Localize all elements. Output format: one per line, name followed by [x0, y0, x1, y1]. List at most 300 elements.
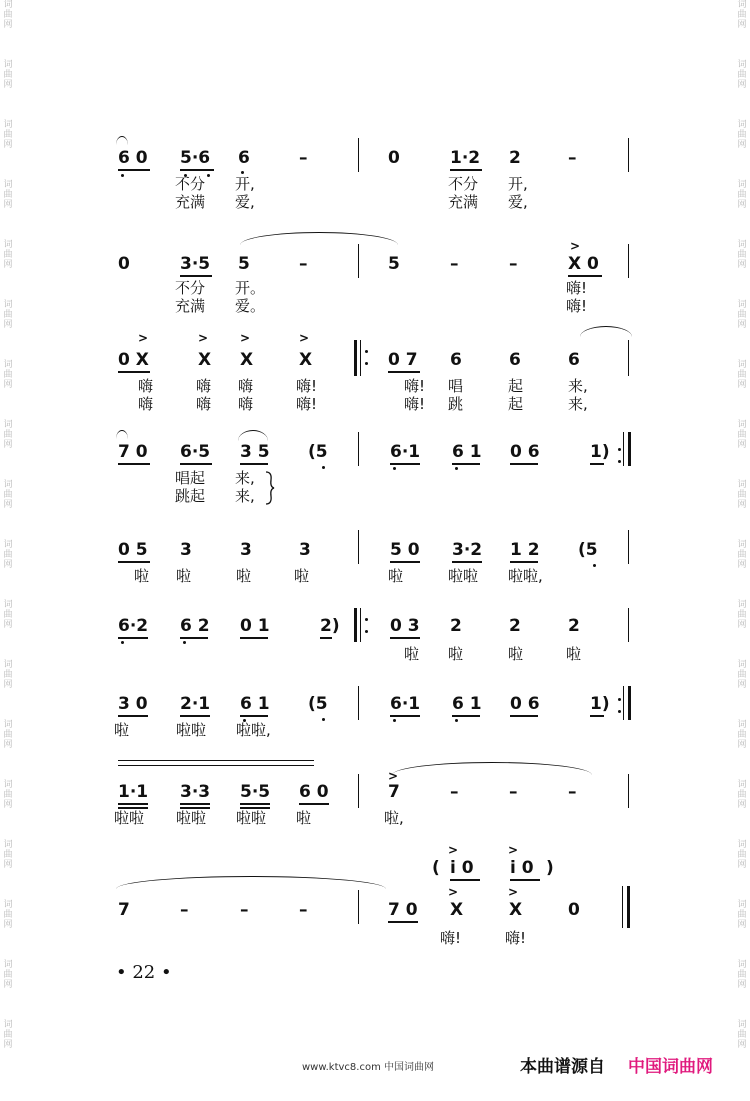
- beam-underline: [240, 715, 268, 717]
- note: 6·1: [390, 442, 421, 462]
- watermark-char: 曲: [737, 10, 747, 20]
- watermark-char: 词: [3, 540, 13, 550]
- note: –: [299, 900, 308, 920]
- watermark-char: 词: [737, 0, 747, 10]
- note: 7: [118, 900, 130, 920]
- octave-dot-low: [593, 564, 596, 567]
- beam-underline: [450, 169, 482, 171]
- note: 2: [509, 616, 521, 636]
- beam-underline: [510, 463, 538, 465]
- slur: [580, 326, 632, 337]
- slur: [238, 430, 268, 441]
- bar-line: [358, 686, 359, 720]
- beam-underline: [390, 637, 420, 639]
- watermark-char: 词: [3, 840, 13, 850]
- beam-underline: [180, 715, 210, 717]
- watermark-char: 曲: [737, 250, 747, 260]
- bar-line: [358, 432, 359, 466]
- watermark-char: 网: [3, 320, 13, 330]
- note: 0 X: [118, 350, 149, 370]
- beam-underline: [180, 803, 210, 805]
- lyric: 爱,: [508, 193, 528, 211]
- watermark-char: 网: [3, 680, 13, 690]
- lyric: 开。: [235, 279, 266, 297]
- octave-dot-low: [322, 466, 325, 469]
- watermark-char: 曲: [737, 730, 747, 740]
- watermark-char: 网: [737, 200, 747, 210]
- watermark-char: 曲: [3, 130, 13, 140]
- watermark-char: 曲: [737, 430, 747, 440]
- repeat-bar-line: [623, 432, 624, 466]
- repeat-bar-line: [623, 686, 624, 720]
- note: 6 2: [180, 616, 210, 636]
- lyric: 起: [508, 395, 524, 413]
- watermark-char: 词: [3, 660, 13, 670]
- bar-line: [358, 244, 359, 278]
- watermark-char: 词: [737, 840, 747, 850]
- beam-underline: [240, 803, 270, 805]
- accent-mark: >: [508, 843, 519, 857]
- note: –: [240, 900, 249, 920]
- note: 6: [238, 148, 250, 168]
- note: 3·3: [180, 782, 211, 802]
- watermark-char: 词: [3, 0, 13, 10]
- watermark-char: 曲: [3, 730, 13, 740]
- watermark-char: 网: [3, 920, 13, 930]
- watermark-char: 网: [3, 20, 13, 30]
- watermark-char: 词: [737, 360, 747, 370]
- watermark-char: 网: [737, 320, 747, 330]
- watermark-char: 曲: [737, 790, 747, 800]
- accent-mark: >: [570, 239, 581, 253]
- lyric: 爱。: [235, 297, 266, 315]
- note: (5: [308, 694, 328, 714]
- beam-underline: [118, 765, 314, 766]
- watermark-char: 曲: [3, 850, 13, 860]
- lyric: 嗨: [196, 395, 212, 413]
- final-bar-line: [622, 886, 623, 928]
- note: 1·2: [450, 148, 481, 168]
- watermark-char: 网: [737, 860, 747, 870]
- watermark-char: 曲: [3, 370, 13, 380]
- watermark-char: 词: [3, 240, 13, 250]
- watermark-char: 词: [3, 780, 13, 790]
- lyric: 啦: [236, 567, 252, 585]
- note: 3: [180, 540, 192, 560]
- watermark-char: 词: [3, 1020, 13, 1030]
- lyric: 唱起: [175, 469, 206, 487]
- beam-underline: [118, 637, 148, 639]
- note: 5 0: [390, 540, 420, 560]
- watermark-char: 网: [3, 200, 13, 210]
- note: 3: [299, 540, 311, 560]
- note: 6: [568, 350, 580, 370]
- watermark-char: 网: [3, 860, 13, 870]
- watermark-char: 曲: [3, 610, 13, 620]
- watermark-char: 词: [737, 960, 747, 970]
- watermark-char: 词: [737, 780, 747, 790]
- note: X: [299, 350, 313, 370]
- watermark-char: 词: [3, 420, 13, 430]
- accent-mark: >: [299, 331, 310, 345]
- octave-dot-low: [455, 719, 458, 722]
- watermark-char: 网: [3, 380, 13, 390]
- watermark-char: 曲: [3, 490, 13, 500]
- watermark-char: 网: [737, 20, 747, 30]
- watermark-char: 曲: [3, 310, 13, 320]
- repeat-dot: [365, 350, 368, 353]
- watermark-char: 词: [737, 180, 747, 190]
- repeat-dot: [618, 448, 621, 451]
- watermark-char: 词: [737, 420, 747, 430]
- accent-mark: >: [448, 843, 459, 857]
- watermark-char: 网: [3, 620, 13, 630]
- lyric: 嗨: [238, 377, 254, 395]
- watermark-char: 曲: [737, 670, 747, 680]
- watermark-char: 曲: [737, 70, 747, 80]
- lyric: 不分: [175, 279, 206, 297]
- accent-mark: >: [448, 885, 459, 899]
- lyric-brace: [264, 470, 276, 506]
- watermark-char: 网: [737, 740, 747, 750]
- beam-underline: [510, 561, 538, 563]
- tie: [116, 430, 128, 439]
- note: 3 0: [118, 694, 148, 714]
- lyric: 嗨: [138, 395, 154, 413]
- bar-line: [628, 608, 629, 642]
- watermark-char: 曲: [3, 1030, 13, 1040]
- note: 3 5: [240, 442, 270, 462]
- watermark-char: 词: [3, 900, 13, 910]
- repeat-dot: [365, 630, 368, 633]
- watermark-char: 词: [737, 600, 747, 610]
- repeat-dot: [618, 710, 621, 713]
- upper-note: i 0: [450, 858, 474, 878]
- beam-underline: [299, 803, 329, 805]
- repeat-bar-line: [354, 608, 357, 642]
- note: 6 1: [452, 442, 482, 462]
- footer-brand: 中国词曲网: [628, 1057, 713, 1077]
- watermark-char: 词: [3, 60, 13, 70]
- watermark-char: 曲: [3, 70, 13, 80]
- lyric: 啦: [388, 567, 404, 585]
- watermark-char: 词: [3, 180, 13, 190]
- bar-line: [358, 138, 359, 172]
- watermark-char: 词: [3, 720, 13, 730]
- tie: [116, 136, 128, 145]
- lyric: 嗨!: [440, 929, 462, 947]
- watermark-char: 网: [3, 1040, 13, 1050]
- bar-line: [628, 530, 629, 564]
- watermark-char: 曲: [737, 610, 747, 620]
- beam-underline: [118, 760, 314, 761]
- note: 2: [568, 616, 580, 636]
- lyric: 嗨!: [566, 279, 588, 297]
- lyric: 啦啦: [176, 809, 207, 827]
- watermark-char: 网: [3, 800, 13, 810]
- note: X: [198, 350, 212, 370]
- watermark-char: 网: [737, 500, 747, 510]
- lyric: 啦: [404, 645, 420, 663]
- note: 0 5: [118, 540, 148, 560]
- octave-dot-low: [121, 174, 124, 177]
- note: 3·5: [180, 254, 211, 274]
- accent-mark: >: [198, 331, 209, 345]
- lyric: 嗨!: [404, 395, 426, 413]
- note: 1 2: [510, 540, 540, 560]
- watermark-char: 网: [3, 140, 13, 150]
- watermark-char: 曲: [737, 190, 747, 200]
- lyric: 啦: [296, 809, 312, 827]
- beam-underline: [452, 463, 480, 465]
- note: 0: [388, 148, 400, 168]
- lyric: 跳: [448, 395, 464, 413]
- note: 1): [590, 694, 610, 714]
- note: 1): [590, 442, 610, 462]
- watermark-char: 曲: [737, 1030, 747, 1040]
- beam-underline: [118, 169, 150, 171]
- watermark-char: 词: [3, 120, 13, 130]
- lyric: 啦: [508, 645, 524, 663]
- watermark-char: 曲: [737, 130, 747, 140]
- repeat-dot: [618, 460, 621, 463]
- note: 1·1: [118, 782, 149, 802]
- beam-underline: [510, 715, 538, 717]
- beam-underline: [590, 463, 604, 465]
- note: 0: [568, 900, 580, 920]
- watermark-char: 网: [737, 980, 747, 990]
- watermark-char: 网: [737, 680, 747, 690]
- lyric: 嗨: [238, 395, 254, 413]
- bar-line: [628, 340, 629, 376]
- watermark-char: 曲: [737, 310, 747, 320]
- repeat-bar-line: [354, 340, 357, 376]
- beam-underline: [450, 879, 480, 881]
- footer-source-label: 本曲谱源自: [520, 1057, 605, 1077]
- repeat-bar-line: [628, 432, 631, 466]
- note: 3·2: [452, 540, 483, 560]
- watermark-char: 曲: [3, 550, 13, 560]
- note: X: [509, 900, 523, 920]
- lyric: 不分: [175, 175, 206, 193]
- tie: [240, 232, 398, 245]
- upper-note: i 0: [510, 858, 534, 878]
- beam-underline: [590, 715, 604, 717]
- note: 6: [450, 350, 462, 370]
- watermark-char: 网: [737, 620, 747, 630]
- accent-mark: >: [388, 769, 399, 783]
- watermark-char: 曲: [3, 430, 13, 440]
- lyric: 啦啦: [448, 567, 479, 585]
- lyric: 嗨: [196, 377, 212, 395]
- watermark-char: 词: [3, 360, 13, 370]
- lyric: 开,: [508, 175, 528, 193]
- note: 7: [388, 782, 400, 802]
- lyric: 嗨!: [296, 377, 318, 395]
- lyric: 啦: [294, 567, 310, 585]
- octave-dot-low: [241, 171, 244, 174]
- lyric: 来,: [568, 395, 588, 413]
- watermark-char: 曲: [3, 790, 13, 800]
- watermark-char: 词: [737, 480, 747, 490]
- note: 2·1: [180, 694, 211, 714]
- note: 7 0: [118, 442, 148, 462]
- note: (5: [578, 540, 598, 560]
- lyric: 啦: [566, 645, 582, 663]
- watermark-char: 曲: [737, 850, 747, 860]
- watermark-char: 曲: [737, 910, 747, 920]
- watermark-char: 词: [737, 660, 747, 670]
- lyric: 嗨!: [566, 297, 588, 315]
- lyric: 来,: [235, 487, 255, 505]
- lyric: 跳起: [175, 487, 206, 505]
- accent-mark: >: [508, 885, 519, 899]
- note: 5: [238, 254, 250, 274]
- note: 6 0: [299, 782, 329, 802]
- upper-note: (: [432, 858, 440, 878]
- tie: [392, 762, 592, 775]
- watermark-char: 词: [3, 480, 13, 490]
- octave-dot-low: [121, 641, 124, 644]
- accent-mark: >: [240, 331, 251, 345]
- watermark-char: 网: [3, 440, 13, 450]
- lyric: 啦: [176, 567, 192, 585]
- beam-underline: [320, 637, 332, 639]
- repeat-dot: [365, 618, 368, 621]
- page-number: • 22 •: [116, 962, 172, 983]
- note: 6 1: [240, 694, 270, 714]
- watermark-char: 词: [3, 600, 13, 610]
- note: 0 3: [390, 616, 420, 636]
- bar-line: [628, 138, 629, 172]
- lyric: 开,: [235, 175, 255, 193]
- watermark-char: 曲: [737, 970, 747, 980]
- note: 0 7: [388, 350, 418, 370]
- lyric: 起: [508, 377, 524, 395]
- lyric: 啦,: [384, 809, 404, 827]
- beam-underline: [118, 463, 150, 465]
- watermark-char: 网: [737, 800, 747, 810]
- beam-underline: [390, 561, 420, 563]
- note: –: [450, 254, 459, 274]
- note: X 0: [568, 254, 599, 274]
- beam-underline: [118, 715, 148, 717]
- bar-line: [358, 890, 359, 924]
- note: 6 0: [118, 148, 148, 168]
- octave-dot-low: [183, 641, 186, 644]
- beam-underline: [180, 463, 212, 465]
- accent-mark: >: [138, 331, 149, 345]
- note: –: [568, 148, 577, 168]
- watermark-char: 网: [737, 140, 747, 150]
- note: 0 1: [240, 616, 270, 636]
- watermark-char: 曲: [3, 670, 13, 680]
- repeat-dot: [365, 362, 368, 365]
- beam-underline: [510, 879, 540, 881]
- watermark-char: 曲: [3, 970, 13, 980]
- watermark-char: 词: [737, 300, 747, 310]
- watermark-char: 曲: [737, 490, 747, 500]
- lyric: 爱,: [235, 193, 255, 211]
- watermark-char: 网: [3, 80, 13, 90]
- beam-underline: [452, 561, 482, 563]
- watermark-char: 词: [737, 900, 747, 910]
- watermark-char: 词: [3, 960, 13, 970]
- watermark-char: 网: [737, 1040, 747, 1050]
- repeat-dot: [618, 698, 621, 701]
- watermark-char: 曲: [3, 10, 13, 20]
- repeat-bar-line: [360, 340, 361, 376]
- bar-line: [628, 774, 629, 808]
- note: 7 0: [388, 900, 418, 920]
- watermark-char: 曲: [3, 250, 13, 260]
- footer-url: www.ktvc8.com 中国词曲网: [302, 1062, 435, 1073]
- watermark-char: 曲: [737, 370, 747, 380]
- watermark-char: 词: [737, 540, 747, 550]
- note: –: [568, 782, 577, 802]
- watermark-char: 网: [737, 80, 747, 90]
- final-bar-line: [627, 886, 630, 928]
- watermark-char: 网: [3, 980, 13, 990]
- lyric: 啦啦: [236, 809, 267, 827]
- lyric: 充满: [448, 193, 479, 211]
- watermark-char: 网: [737, 560, 747, 570]
- lyric: 充满: [175, 297, 206, 315]
- note: –: [299, 254, 308, 274]
- upper-note: ): [546, 858, 554, 878]
- beam-underline: [180, 275, 212, 277]
- lyric: 啦啦,: [236, 721, 271, 739]
- watermark-char: 曲: [737, 550, 747, 560]
- lyric: 啦: [448, 645, 464, 663]
- repeat-bar-line: [628, 686, 631, 720]
- note: 0 6: [510, 694, 540, 714]
- bar-line: [358, 774, 359, 808]
- watermark-char: 网: [3, 260, 13, 270]
- note: 5·6: [180, 148, 211, 168]
- watermark-char: 网: [3, 560, 13, 570]
- watermark-char: 词: [737, 240, 747, 250]
- lyric: 充满: [175, 193, 206, 211]
- watermark-char: 词: [737, 720, 747, 730]
- watermark-char: 词: [737, 120, 747, 130]
- beam-underline: [568, 275, 602, 277]
- note: 6 1: [452, 694, 482, 714]
- note: 2: [509, 148, 521, 168]
- beam-underline: [118, 561, 150, 563]
- watermark-char: 词: [3, 300, 13, 310]
- beam-underline: [180, 169, 214, 171]
- note: X: [450, 900, 464, 920]
- note: 2): [320, 616, 340, 636]
- note: –: [299, 148, 308, 168]
- note: 6·5: [180, 442, 211, 462]
- lyric: 不分: [448, 175, 479, 193]
- octave-dot-low: [393, 467, 396, 470]
- lyric: 啦: [134, 567, 150, 585]
- note: 5·5: [240, 782, 271, 802]
- lyric: 啦啦: [176, 721, 207, 739]
- watermark-char: 网: [737, 920, 747, 930]
- watermark-char: 曲: [3, 910, 13, 920]
- watermark-char: 网: [3, 500, 13, 510]
- lyric: 啦啦,: [508, 567, 543, 585]
- note: –: [509, 782, 518, 802]
- note: (5: [308, 442, 328, 462]
- lyric: 嗨!: [296, 395, 318, 413]
- note: –: [509, 254, 518, 274]
- beam-underline: [388, 921, 418, 923]
